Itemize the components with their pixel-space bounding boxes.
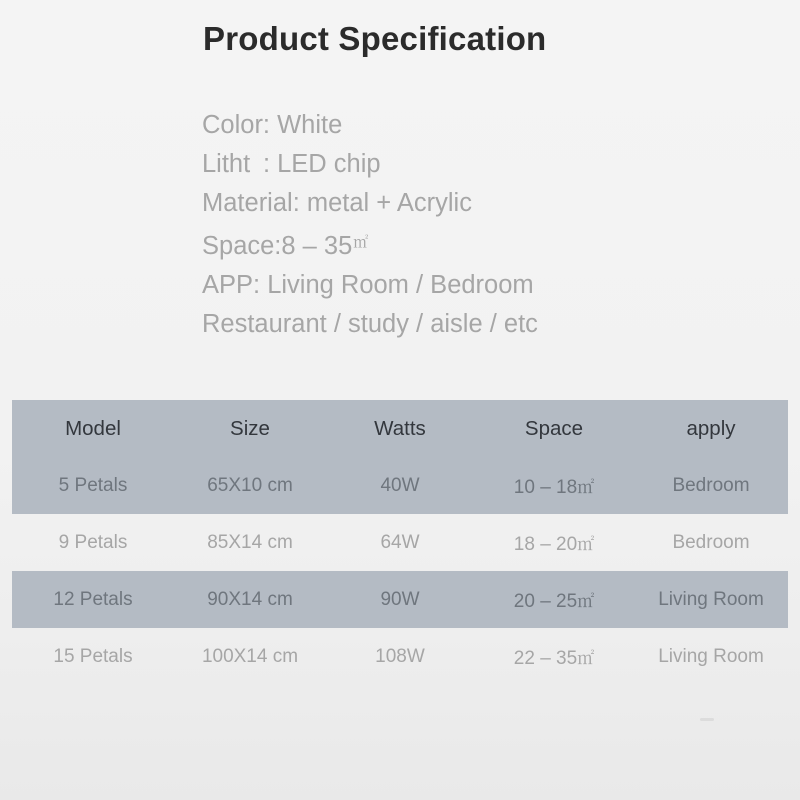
table-header-model: Model: [65, 416, 121, 440]
spec-line-space: [202, 223, 538, 266]
cell-space-unit: ㎡: [577, 477, 595, 497]
spec-line-material: [202, 184, 538, 223]
cell-watts: 108W: [375, 645, 425, 667]
cell-apply: Living Room: [658, 588, 764, 610]
spec-line-light-text: Litht : LED chip: [202, 150, 381, 178]
spec-line-material-text: Material: metal + Acrylic: [202, 189, 472, 217]
cell-apply: Living Room: [658, 645, 764, 667]
table-row: [12, 628, 788, 685]
cell-size: 100X14 cm: [201, 645, 299, 667]
table-row: [12, 514, 788, 571]
spec-line-app-continued: [202, 305, 538, 344]
background-smudge: [700, 718, 714, 721]
spec-line-app: [202, 266, 538, 305]
specification-list: [202, 106, 538, 344]
spec-line-app-text: APP: Living Room / Bedroom: [202, 271, 534, 299]
table-header-space: Space: [524, 416, 584, 440]
cell-size: 65X10 cm: [207, 474, 293, 496]
square-meter-unit: ㎡: [353, 234, 369, 251]
cell-space: [474, 514, 634, 571]
cell-space-unit: ㎡: [577, 648, 595, 668]
cell-model: 5 Petals: [58, 474, 128, 496]
table-header-watts: Watts: [374, 416, 426, 440]
table-header-apply: apply: [686, 416, 736, 440]
cell-watts: 90W: [380, 588, 420, 610]
table-header-size: Size: [230, 416, 270, 440]
spec-line-color-text: Color: White: [202, 111, 343, 139]
cell-watts: 40W: [380, 474, 420, 496]
spec-line-space-text: Space:8 – 35: [202, 232, 353, 260]
table-row: [12, 571, 788, 628]
cell-space-value: 22 – 35: [513, 647, 578, 669]
cell-model: 15 Petals: [53, 645, 133, 667]
specification-table: [12, 400, 788, 685]
cell-size: 90X14 cm: [207, 588, 293, 610]
cell-space-value: 10 – 18: [513, 476, 578, 498]
cell-apply: Bedroom: [672, 474, 750, 496]
cell-space-unit: ㎡: [577, 534, 595, 554]
spec-line-color: [202, 106, 538, 145]
cell-apply: Bedroom: [672, 531, 750, 553]
page-title: Product Specification: [203, 20, 547, 57]
table-header-row: [12, 400, 788, 457]
table-row: [12, 457, 788, 514]
cell-model: 12 Petals: [53, 588, 133, 610]
cell-watts: 64W: [380, 531, 420, 553]
cell-space-value: 18 – 20: [513, 533, 578, 555]
cell-space: [474, 571, 634, 628]
cell-model: 9 Petals: [58, 531, 128, 553]
cell-size: 85X14 cm: [207, 531, 293, 553]
cell-space-value: 20 – 25: [513, 590, 578, 612]
cell-space: [474, 457, 634, 514]
spec-line-light: [202, 145, 538, 184]
spec-line-app-continued-text: Restaurant / study / aisle / etc: [202, 310, 538, 338]
cell-space-unit: ㎡: [577, 591, 595, 611]
cell-space: [474, 628, 634, 685]
